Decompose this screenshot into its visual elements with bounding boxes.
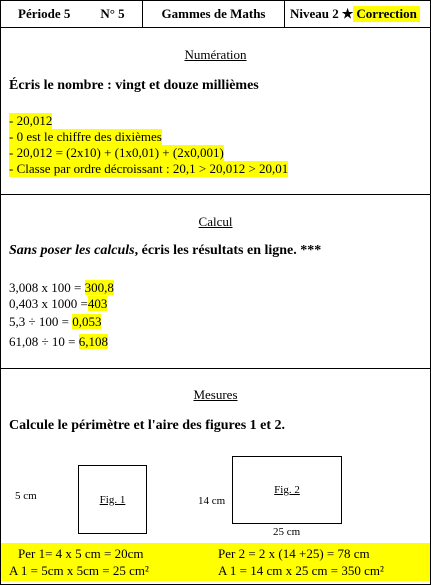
mesures-question: Calcule le périmètre et l'aire des figures 1 et 2.	[9, 418, 286, 433]
calcul-question	[9, 243, 321, 259]
numeration-question: Écris le nombre : vingt et douze millièmes	[9, 78, 259, 93]
fig2-height-label: 14 cm	[198, 495, 226, 507]
worksheet-title: Gammes de Maths	[161, 6, 266, 21]
fig2-label: Fig. 2	[274, 484, 300, 496]
correction-badge: Correction	[353, 6, 419, 22]
niveau-cell	[285, 1, 430, 27]
numeration-title: Numération	[184, 47, 247, 62]
periode-label: Période 5	[18, 6, 71, 21]
mesures-section	[1, 369, 430, 584]
perimeter-1-answer: Per 1= 4 x 5 cm = 20cm	[18, 546, 144, 561]
header-bar	[1, 1, 430, 28]
fig2-width-label: 25 cm	[273, 526, 301, 538]
calcul-result: 0,053	[72, 314, 102, 329]
calcul-expression: 0,403 x 1000 =	[9, 296, 88, 311]
calcul-line	[9, 314, 101, 330]
calcul-expression: 5,3 ÷ 100 =	[9, 314, 73, 329]
numeration-answer: - 20,012	[9, 113, 53, 128]
area-1-answer: A 1 = 5cm x 5cm = 25 cm²	[9, 563, 149, 578]
calcul-result: 6,108	[78, 334, 108, 349]
calcul-section	[1, 195, 430, 369]
calcul-expression: 61,08 ÷ 10 =	[9, 334, 79, 349]
star-icon: ★	[341, 6, 354, 21]
calcul-question-italic: Sans poser les calculs	[9, 243, 135, 258]
fig1-label: Fig. 1	[99, 493, 126, 506]
numeration-answer: - 20,012 = (2x10) + (1x0,01) + (2x0,001)	[9, 145, 224, 160]
mesures-title: Mesures	[193, 387, 238, 402]
figure-2	[232, 456, 342, 524]
calcul-title: Calcul	[198, 214, 233, 229]
figure-1	[78, 465, 147, 534]
numeration-answer: - 0 est le chiffre des dixièmes	[9, 129, 162, 144]
calcul-line	[9, 296, 107, 312]
header-left-cell	[1, 1, 143, 27]
fig1-side-label: 5 cm	[15, 490, 37, 502]
calcul-line	[9, 280, 114, 296]
calcul-expression: 3,008 x 100 =	[9, 280, 85, 295]
numeration-answer: - Classe par ordre décroissant : 20,1 > 20,012 > 20,01	[9, 161, 289, 176]
calcul-line	[9, 334, 108, 350]
perimeter-2-answer: Per 2 = 2 x (14 +25) = 78 cm	[218, 546, 370, 561]
area-2-answer: A 1 = 14 cm x 25 cm = 350 cm²	[218, 563, 384, 578]
numero-label: N° 5	[100, 6, 125, 21]
calcul-result: 300,8	[84, 280, 114, 295]
niveau-label: Niveau 2	[290, 6, 339, 21]
title-cell	[143, 1, 285, 27]
numeration-section	[1, 28, 430, 195]
calcul-question-rest: , écris les résultats en ligne. ***	[134, 243, 322, 258]
calcul-result: 403	[87, 296, 108, 311]
